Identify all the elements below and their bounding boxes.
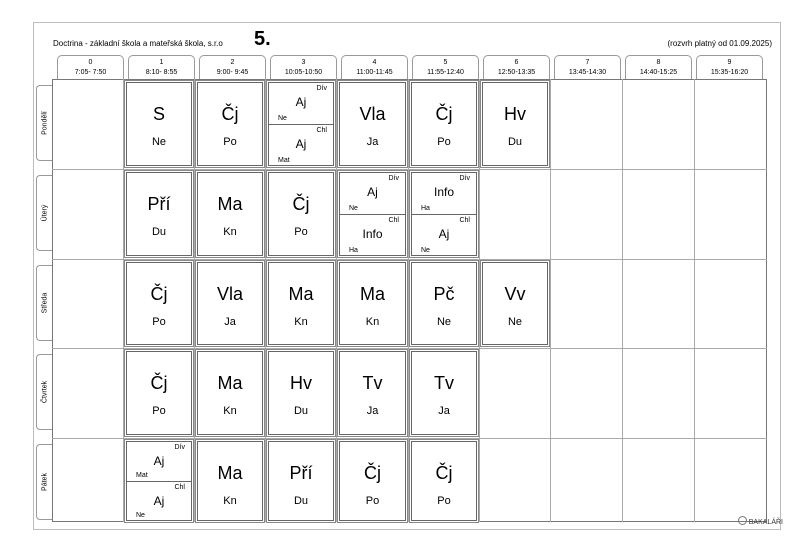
period-header-9: 9 15:35-16:20 <box>696 55 763 79</box>
grid-column-line <box>265 79 266 522</box>
period-header-1: 1 8:10- 8:55 <box>128 55 195 79</box>
period-header-8: 8 14:40-15:25 <box>625 55 692 79</box>
grid-column-line <box>408 79 409 522</box>
day-label-monday: Pondělí <box>36 85 52 161</box>
lesson-mon-6[interactable]: Hv Du <box>482 82 548 166</box>
lesson-thu-5[interactable]: Tv Ja <box>411 351 477 435</box>
lesson-fri-4[interactable]: Čj Po <box>339 441 406 521</box>
lesson-mon-2[interactable]: Čj Po <box>197 82 263 166</box>
lesson-tue-2[interactable]: Ma Kn <box>197 172 263 256</box>
lesson-mon-3-group-b: Chl Aj Mat <box>269 124 333 166</box>
period-header-4: 4 11:00-11:45 <box>341 55 408 79</box>
lesson-thu-2[interactable]: Ma Kn <box>197 351 263 435</box>
lesson-thu-3[interactable]: Hv Du <box>268 351 334 435</box>
grid-column-line <box>694 79 695 522</box>
lesson-wed-3[interactable]: Ma Kn <box>268 262 334 345</box>
lesson-fri-1[interactable] <box>126 441 192 521</box>
lesson-fri-1-group-a: Dív Aj Mat <box>136 444 185 479</box>
lesson-wed-4[interactable]: Ma Kn <box>339 262 406 345</box>
lesson-fri-5[interactable]: Čj Po <box>411 441 477 521</box>
logo-icon <box>738 516 747 525</box>
grid-column-line <box>479 79 480 522</box>
lesson-mon-3[interactable] <box>268 82 334 166</box>
day-label-friday: Pátek <box>36 444 52 520</box>
lesson-tue-3[interactable]: Čj Po <box>268 172 334 256</box>
grid-row-line <box>52 259 767 260</box>
lesson-tue-5[interactable] <box>411 172 477 256</box>
lesson-thu-1[interactable]: Čj Po <box>126 351 192 435</box>
grid-row-line <box>52 438 767 439</box>
lesson-tue-5-group-b: Chl Aj Ne <box>412 214 476 256</box>
period-header-3: 3 10:05-10:50 <box>270 55 337 79</box>
lesson-tue-4-group-b: Chl Info Ha <box>340 214 405 256</box>
lesson-tue-5-group-a: Dív Info Ha <box>421 175 470 212</box>
grid-column-line <box>550 79 551 522</box>
lesson-fri-1-group-b: Chl Aj Ne <box>127 481 191 521</box>
lesson-mon-1[interactable]: S Ne <box>126 82 192 166</box>
bakalari-logo: BAKALÁŘI <box>738 516 783 526</box>
lesson-wed-1[interactable]: Čj Po <box>126 262 192 345</box>
grid-column-line <box>123 79 124 522</box>
lesson-wed-6[interactable]: Vv Ne <box>482 262 548 345</box>
lesson-wed-5[interactable]: Pč Ne <box>411 262 477 345</box>
grid-column-line <box>336 79 337 522</box>
class-name: 5. <box>254 28 271 50</box>
lesson-tue-4-group-a: Dív Aj Ne <box>349 175 399 212</box>
period-header-2: 2 9:00- 9:45 <box>199 55 266 79</box>
grid-column-line <box>194 79 195 522</box>
validity-note: (rozvrh platný od 01.09.2025) <box>667 39 772 48</box>
grid-row-line <box>52 169 767 170</box>
day-label-thursday: Čtvrtek <box>36 354 52 430</box>
lesson-fri-3[interactable]: Pří Du <box>268 441 334 521</box>
period-header-6: 6 12:50-13:35 <box>483 55 550 79</box>
lesson-wed-2[interactable]: Vla Ja <box>197 262 263 345</box>
day-label-wednesday: Středa <box>36 265 52 341</box>
period-header-7: 7 13:45-14:30 <box>554 55 621 79</box>
lesson-mon-4[interactable]: Vla Ja <box>339 82 406 166</box>
school-name: Doctrina - základní škola a mateřská škola, s.r.o <box>53 39 223 48</box>
day-label-tuesday: Úterý <box>36 175 52 251</box>
grid-row-line <box>52 348 767 349</box>
lesson-mon-5[interactable]: Čj Po <box>411 82 477 166</box>
period-header-5: 5 11:55-12:40 <box>412 55 479 79</box>
lesson-mon-3-group-a: Dív Aj Ne <box>278 85 327 122</box>
lesson-tue-4[interactable] <box>339 172 406 256</box>
lesson-tue-1[interactable]: Pří Du <box>126 172 192 256</box>
period-header-0: 0 7:05- 7:50 <box>57 55 124 79</box>
lesson-fri-2[interactable]: Ma Kn <box>197 441 263 521</box>
grid-column-line <box>622 79 623 522</box>
lesson-thu-4[interactable]: Tv Ja <box>339 351 406 435</box>
